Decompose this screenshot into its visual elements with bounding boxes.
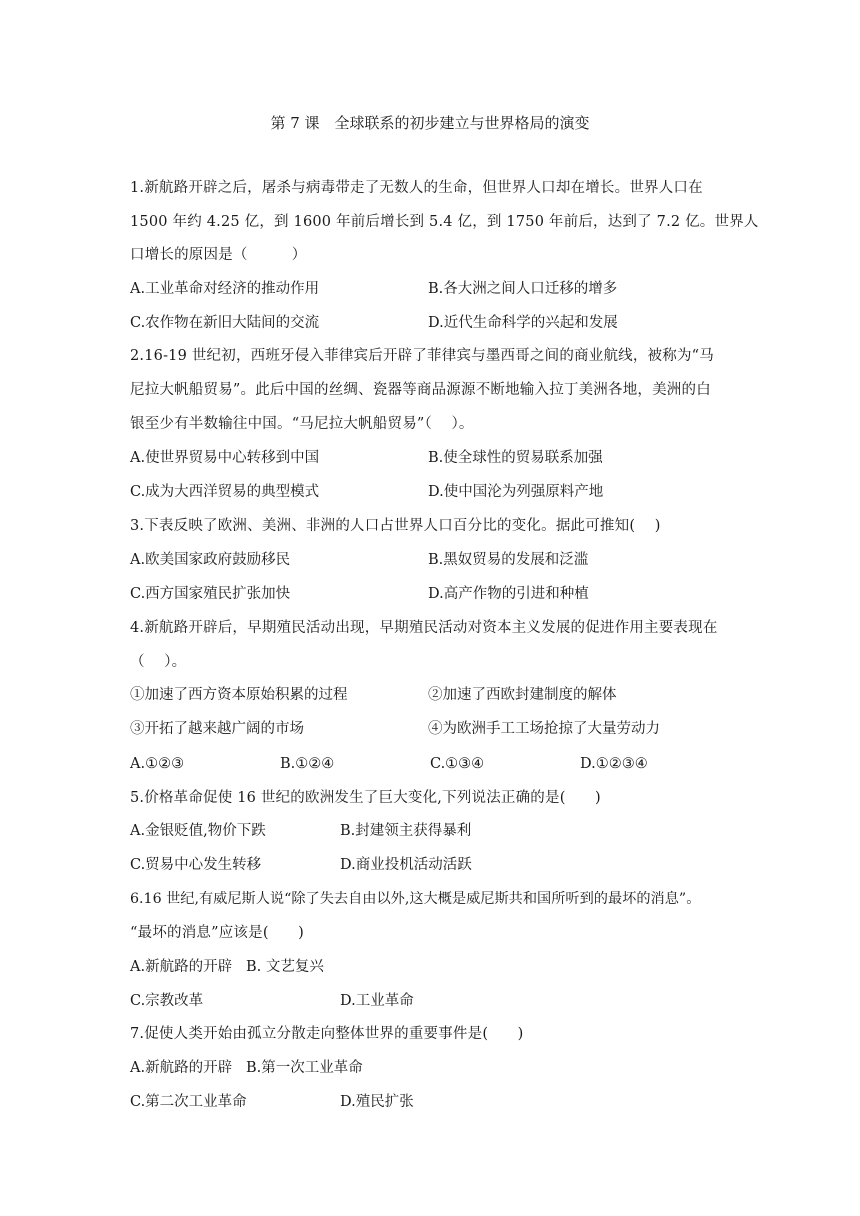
question-4-option-a: A.①②③ (130, 756, 185, 772)
question-2-option-a: A.使世界贸易中心转移到中国 (130, 450, 320, 466)
question-2-option-b: B.使全球性的贸易联系加强 (428, 450, 603, 466)
question-1-option-c: C.农作物在新旧大陆间的交流 (130, 315, 320, 331)
question-4-statement-1: ①加速了西方资本原始积累的过程 (130, 687, 348, 703)
question-7-option-c: C.第二次工业革命 (130, 1094, 247, 1110)
question-4-line-1: 4.新航路开辟后，早期殖民活动出现，早期殖民活动对资本主义发展的促进作用主要表现在 (130, 620, 718, 636)
question-5-line-1: 5.价格革命促使 16 世纪的欧洲发生了巨大变化,下列说法正确的是( ) (130, 790, 601, 806)
question-6-option-d: D.工业革命 (340, 993, 414, 1009)
question-6-option-a: A.新航路的开辟 (130, 959, 233, 975)
question-3-line-1: 3.下表反映了欧洲、美洲、非洲的人口占世界人口百分比的变化。据此可推知( ) (130, 518, 661, 534)
question-5-option-a: A.金银贬值,物价下跌 (130, 823, 266, 839)
lesson-title: 第 7 课 全球联系的初步建立与世界格局的演变 (270, 114, 590, 132)
question-3-option-d: D.高产作物的引进和种植 (428, 586, 589, 602)
question-7-option-b: B.第一次工业革命 (246, 1060, 363, 1076)
question-2-line-2: 尼拉大帆船贸易”。此后中国的丝绸、瓷器等商品源源不断地输入拉丁美洲各地，美洲的白 (130, 382, 711, 398)
question-7-option-d: D.殖民扩张 (340, 1094, 414, 1110)
question-2-line-1: 2.16-19 世纪初，西班牙侵入菲律宾后开辟了菲律宾与墨西哥之间的商业航线，被称为“马 (130, 348, 714, 364)
question-1-line-1: 1.新航路开辟之后，屠杀与病毒带走了无数人的生命，但世界人口却在增长。世界人口在 (130, 180, 703, 196)
question-6-option-b: B. 文艺复兴 (246, 959, 324, 975)
question-2-option-d: D.使中国沦为列强原料产地 (428, 484, 604, 500)
question-5-option-d: D.商业投机活动活跃 (340, 857, 472, 873)
question-4-option-d: D.①②③④ (580, 756, 648, 772)
question-3-option-b: B.黑奴贸易的发展和泛滥 (428, 552, 589, 568)
question-4-statement-2: ②加速了西欧封建制度的解体 (428, 687, 617, 703)
question-2-option-c: C.成为大西洋贸易的典型模式 (130, 484, 320, 500)
question-6-line-1: 6.16 世纪,有威尼斯人说“除了失去自由以外,这大概是威尼斯共和国所听到的最坏的消息”。 (130, 891, 701, 907)
question-4-statement-4: ④为欧洲手工工场抢掠了大量劳动力 (428, 721, 660, 737)
question-1-line-2: 1500 年约 4.25 亿，到 1600 年前后增长到 5.4 亿，到 1750 年前后，达到了 7.2 亿。世界人 (130, 214, 759, 230)
question-4-option-b: B.①②④ (280, 756, 335, 772)
question-5-option-c: C.贸易中心发生转移 (130, 857, 262, 873)
question-1-line-3: 口增长的原因是（ ） (130, 247, 307, 263)
question-3-option-c: C.西方国家殖民扩张加快 (130, 586, 291, 602)
question-1-option-d: D.近代生命科学的兴起和发展 (428, 315, 618, 331)
question-4-line-2: （ ）。 (130, 654, 187, 670)
question-4-option-c: C.①③④ (430, 756, 485, 772)
question-1-option-b: B.各大洲之间人口迁移的增多 (428, 281, 618, 297)
question-6-option-c: C.宗教改革 (130, 993, 204, 1009)
question-4-statement-3: ③开拓了越来越广阔的市场 (130, 721, 304, 737)
question-5-option-b: B.封建领主获得暴利 (340, 823, 472, 839)
question-2-line-3: 银至少有半数输往中国。“马尼拉大帆船贸易”（ ）。 (130, 416, 474, 432)
question-7-option-a: A.新航路的开辟 (130, 1060, 233, 1076)
question-3-option-a: A.欧美国家政府鼓励移民 (130, 552, 291, 568)
question-6-line-2: “最坏的消息”应该是( ) (130, 925, 304, 941)
question-1-option-a: A.工业革命对经济的推动作用 (130, 281, 320, 297)
question-7-line-1: 7.促使人类开始由孤立分散走向整体世界的重要事件是( ) (130, 1026, 524, 1042)
